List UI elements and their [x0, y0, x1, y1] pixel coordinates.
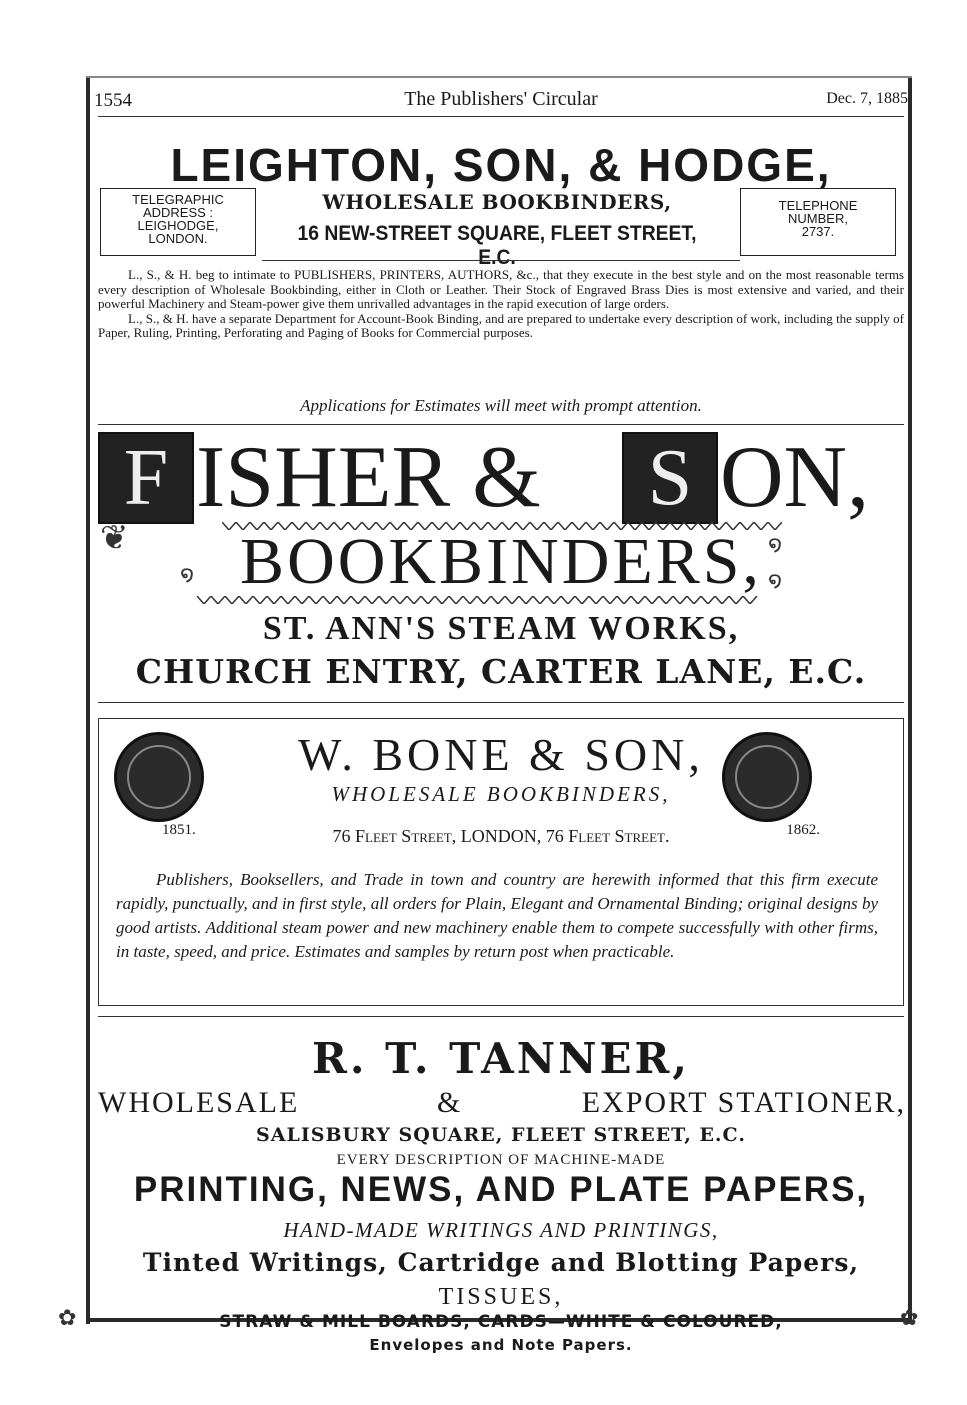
bone-body — [116, 868, 878, 964]
issue-date: Dec. 7, 1885 — [826, 90, 908, 107]
ornamental-initial-f — [98, 432, 194, 524]
telephone-line: TELEPHONE — [778, 198, 858, 213]
bone-address: 76 Fleet Street, LONDON, 76 Fleet Street. — [332, 826, 670, 846]
initial-letter: S — [647, 433, 693, 522]
year-right: 1862. — [786, 822, 820, 838]
tanner-printing: PRINTING, NEWS, AND PLATE PAPERS, — [133, 1170, 869, 1209]
frame-left-border — [86, 78, 90, 1324]
divider — [98, 702, 904, 703]
bone-address-line — [92, 822, 910, 848]
bone-heading: W. BONE & SON, — [298, 729, 704, 780]
scroll-ornament-icon: ໑ — [768, 532, 783, 557]
telephone-line: 2737. — [801, 224, 835, 239]
divider — [98, 424, 904, 425]
fisher-works: ST. ANN'S STEAM WORKS, — [262, 610, 740, 647]
leighton-paragraph: L., S., & H. have a separate Department for Account-Book Binding, and are prepared to undertake every description of work, including the supply of Paper, Ruling, Printing, Perforating and Paging of Books for Commercial purposes. — [98, 310, 904, 340]
bone-paragraph: Publishers, Booksellers, and Trade in town and country are herewith informed that this firm execute rapidly, punctually, and in first style, all orders for Plain, Elegant and Ornamental Binding; original designs by good artists. Additional steam power and new machinery enable them to compete successfully with other firms, in taste, speed, and price. Estimates and samples by return post when practicable. — [116, 870, 878, 961]
telegraphic-line: TELEGRAPHIC — [132, 192, 224, 207]
fisher-word: ISHER & — [196, 429, 541, 526]
zigzag-rule — [172, 596, 782, 604]
flourish-ornament-icon: ❦ — [100, 518, 129, 558]
fisher-trade: BOOKBINDERS, — [240, 525, 762, 598]
tanner-straw: STRAW & MILL BOARDS, CARDS—WHITE & COLOURED, — [219, 1312, 783, 1332]
scroll-ornament-icon: ໑ — [180, 562, 195, 587]
tanner-address: SALISBURY SQUARE, FLEET STREET, E.C. — [256, 1124, 746, 1146]
running-head — [92, 90, 910, 112]
tanner-trade-b: & — [437, 1086, 463, 1119]
page-number: 1554 — [94, 90, 132, 111]
scroll-ornament-icon: ໑ — [768, 568, 783, 593]
ornamental-initial-s — [622, 432, 718, 524]
son-word: ON, — [720, 429, 870, 526]
bone-trade: WHOLESALE BOOKBINDERS, — [331, 782, 671, 806]
telegraphic-address-box — [100, 188, 256, 256]
fisher-heading — [92, 430, 910, 526]
telephone-line: NUMBER, — [788, 211, 848, 226]
tanner-hand-made: HAND-MADE WRITINGS AND PRINTINGS, — [283, 1218, 719, 1242]
leighton-body — [98, 268, 904, 341]
telegraphic-line: LONDON. — [148, 231, 208, 246]
telegraphic-line: ADDRESS : — [142, 205, 214, 220]
fisher-address: CHURCH ENTRY, CARTER LANE, E.C. — [135, 652, 867, 691]
divider — [98, 116, 904, 117]
leighton-heading: LEIGHTON, SON, & HODGE, — [170, 139, 832, 191]
divider — [262, 260, 740, 261]
leighton-business: WHOLESALE BOOKBINDERS, — [322, 190, 672, 214]
tanner-trade-line — [92, 1086, 910, 1120]
frame-top-border — [86, 76, 912, 78]
tanner-envelopes: Envelopes and Note Papers. — [369, 1336, 633, 1354]
initial-letter: F — [123, 433, 169, 522]
tanner-tinted: Tinted Writings, Cartridge and Blotting Papers, — [142, 1248, 860, 1277]
leighton-paragraph: L., S., & H. beg to intimate to PUBLISHERS, PRINTERS, AUTHORS, &c., that they execute in the best style and on the most reasonable terms every description of Wholesale Bookbinding, either in Cloth or Leather. Their Stock of Engraved Brass Dies is most extensive and varied, and their powerful Machinery and Steam-power give them unrivalled advantages in the rapid execution of large orders. — [98, 267, 904, 311]
year-left: 1851. — [162, 822, 196, 838]
publication-title: The Publishers' Circular — [404, 88, 598, 110]
page — [92, 84, 910, 1354]
corner-ornament-icon: ✿ — [900, 1306, 919, 1331]
applications-line: Applications for Estimates will meet with prompt attention. — [300, 396, 702, 415]
tanner-trade-a: WHOLESALE — [98, 1086, 300, 1119]
leighton-address: 16 NEW-STREET SQUARE, FLEET STREET, E.C. — [297, 222, 697, 269]
tanner-tissues: TISSUES, — [438, 1284, 564, 1310]
tanner-every: EVERY DESCRIPTION OF MACHINE-MADE — [336, 1152, 666, 1168]
tanner-heading: R. T. TANNER, — [311, 1034, 691, 1083]
corner-ornament-icon: ✿ — [58, 1306, 77, 1331]
telegraphic-line: LEIGHODGE, — [137, 218, 219, 233]
tanner-trade-c: EXPORT STATIONER, — [581, 1086, 906, 1119]
telephone-number-box — [740, 188, 896, 256]
divider — [98, 1016, 904, 1017]
